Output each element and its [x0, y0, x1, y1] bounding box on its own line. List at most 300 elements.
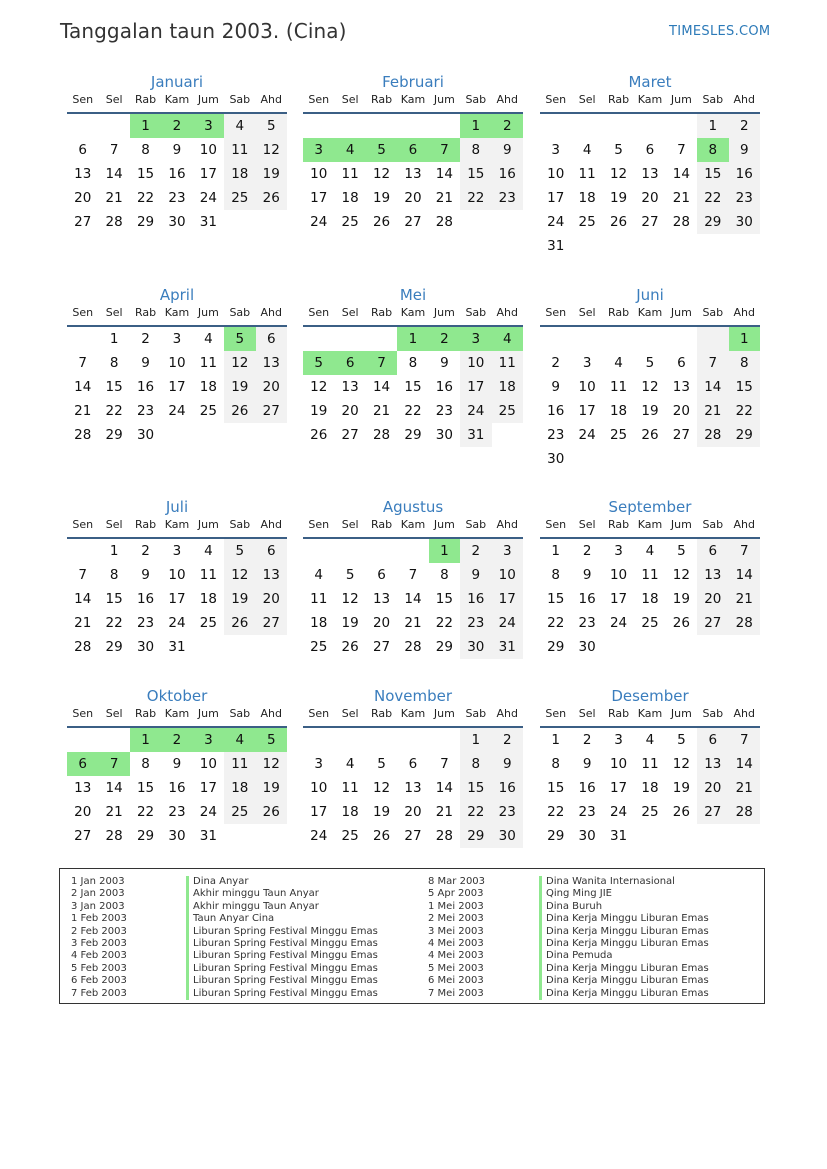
- weekday-label: Ahd: [496, 707, 518, 720]
- day-cell: 17: [492, 587, 523, 611]
- holiday-date: 1 Feb 2003: [71, 913, 127, 925]
- day-cell: 30: [435, 427, 453, 443]
- day-cell: 18: [224, 776, 255, 800]
- month-september: [540, 495, 760, 659]
- brand-link[interactable]: TIMESLES.COM: [669, 24, 771, 39]
- day-cell: 6: [697, 728, 728, 752]
- holiday-name: Liburan Spring Festival Minggu Emas: [193, 925, 378, 937]
- day-cell: 21: [372, 403, 391, 419]
- day-cell: 1: [729, 327, 760, 351]
- day-cell: 17: [609, 591, 628, 607]
- day-cell: 16: [136, 379, 155, 395]
- holiday-date: 3 Feb 2003: [71, 937, 127, 949]
- day-cell: 23: [168, 190, 186, 206]
- weekday-label: Rab: [607, 306, 630, 319]
- day-cell: 10: [547, 166, 565, 182]
- weekday-label: Jum: [433, 518, 455, 531]
- day-cell: 2: [582, 543, 592, 559]
- day-cell: 14: [404, 591, 422, 607]
- day-cell: 10: [168, 355, 186, 371]
- empty-cell: [161, 423, 192, 447]
- day-grid: [303, 539, 523, 659]
- day-cell: 15: [105, 591, 123, 607]
- day-cell: 3: [614, 732, 623, 748]
- day-cell: 21: [435, 804, 453, 820]
- empty-cell: [397, 114, 428, 138]
- day-cell: 1: [397, 327, 428, 351]
- day-cell: 21: [404, 615, 422, 631]
- day-cell: 26: [256, 186, 287, 210]
- weekday-label: Sel: [341, 707, 359, 720]
- day-grid: [67, 728, 287, 848]
- weekday-label: Sab: [465, 306, 487, 319]
- day-cell: 24: [168, 615, 186, 631]
- day-cell: 27: [404, 828, 422, 844]
- weekday-label: Sel: [105, 707, 123, 720]
- weekday-label: Ahd: [260, 306, 282, 319]
- weekday-label: Kam: [164, 306, 190, 319]
- day-cell: 26: [256, 800, 287, 824]
- holiday-row: [71, 926, 411, 938]
- day-cell: 31: [199, 214, 217, 230]
- empty-cell: [334, 728, 365, 752]
- day-cell: 14: [105, 780, 123, 796]
- day-cell: 15: [404, 379, 422, 395]
- day-cell: 4: [204, 543, 213, 559]
- holiday-marker: [186, 938, 189, 950]
- day-cell: 19: [341, 615, 359, 631]
- day-cell: 25: [224, 186, 255, 210]
- day-cell: 26: [609, 214, 628, 230]
- holiday-marker: [186, 950, 189, 962]
- day-cell: 22: [460, 186, 491, 210]
- day-cell: 21: [697, 399, 728, 423]
- weekday-label: Sen: [545, 518, 567, 531]
- day-cell: 28: [372, 427, 391, 443]
- day-cell: 29: [547, 828, 565, 844]
- weekday-label: Sen: [72, 306, 94, 319]
- day-cell: 27: [256, 399, 287, 423]
- weekday-label: Sab: [702, 93, 724, 106]
- day-cell: 29: [547, 639, 565, 655]
- holiday-name: Dina Pemuda: [546, 950, 613, 962]
- day-cell: 8: [109, 567, 119, 583]
- day-cell: 19: [672, 780, 690, 796]
- empty-cell: [334, 114, 365, 138]
- holiday-name: Liburan Spring Festival Minggu Emas: [193, 937, 378, 949]
- day-cell: 17: [460, 375, 491, 399]
- day-cell: 8: [551, 756, 560, 772]
- day-cell: 7: [366, 351, 397, 375]
- day-cell: 8: [460, 752, 491, 776]
- weekday-label: Sab: [702, 707, 724, 720]
- weekday-label: Sel: [341, 306, 359, 319]
- day-grid: [67, 327, 287, 447]
- day-cell: 24: [609, 615, 628, 631]
- empty-cell: [603, 447, 634, 471]
- day-cell: 28: [435, 214, 453, 230]
- day-cell: 20: [256, 587, 287, 611]
- day-cell: 18: [224, 162, 255, 186]
- day-cell: 21: [435, 190, 453, 206]
- weekday-label: Jum: [670, 518, 692, 531]
- empty-cell: [603, 327, 634, 351]
- day-cell: 18: [492, 375, 523, 399]
- holiday-row: [428, 913, 758, 925]
- day-cell: 22: [435, 615, 453, 631]
- day-cell: 26: [672, 615, 690, 631]
- month-title: Mei: [399, 286, 427, 304]
- holiday-date: 5 Feb 2003: [71, 962, 127, 974]
- day-cell: 2: [460, 539, 491, 563]
- day-cell: 8: [460, 138, 491, 162]
- day-cell: 26: [224, 611, 255, 635]
- day-cell: 9: [582, 567, 592, 583]
- holiday-date: 7 Mei 2003: [428, 987, 484, 999]
- day-cell: 16: [460, 587, 491, 611]
- day-cell: 8: [109, 355, 119, 371]
- holiday-row: [71, 876, 411, 888]
- day-cell: 22: [547, 615, 565, 631]
- weekday-header: [540, 94, 760, 108]
- day-cell: 2: [429, 327, 460, 351]
- day-cell: 18: [609, 403, 628, 419]
- day-cell: 12: [224, 351, 255, 375]
- empty-cell: [397, 539, 428, 563]
- weekday-label: Sen: [308, 306, 330, 319]
- day-cell: 25: [341, 828, 359, 844]
- holiday-marker: [186, 913, 189, 925]
- day-cell: 4: [614, 355, 623, 371]
- empty-cell: [729, 635, 760, 659]
- empty-cell: [571, 447, 602, 471]
- weekday-label: Sen: [545, 707, 567, 720]
- day-cell: 23: [136, 403, 155, 419]
- month-mei: [303, 283, 523, 447]
- day-cell: 27: [641, 214, 659, 230]
- day-cell: 6: [334, 351, 365, 375]
- day-cell: 23: [460, 611, 491, 635]
- holiday-date: 6 Mei 2003: [428, 975, 484, 987]
- weekday-label: Rab: [134, 707, 157, 720]
- day-cell: 23: [547, 427, 565, 443]
- day-cell: 16: [578, 780, 596, 796]
- day-cell: 15: [547, 591, 565, 607]
- day-cell: 7: [408, 567, 418, 583]
- holiday-name: Dina Kerja Minggu Liburan Emas: [546, 962, 709, 974]
- day-cell: 15: [435, 591, 453, 607]
- day-cell: 15: [547, 780, 565, 796]
- day-cell: 13: [672, 379, 690, 395]
- day-cell: 11: [310, 591, 328, 607]
- day-cell: 8: [440, 567, 449, 583]
- day-cell: 6: [677, 355, 686, 371]
- day-cell: 28: [105, 214, 123, 230]
- day-cell: 2: [161, 114, 192, 138]
- day-cell: 4: [345, 756, 355, 772]
- weekday-label: Rab: [370, 93, 393, 106]
- holiday-legend: [59, 868, 765, 1004]
- holiday-name: Dina Kerja Minggu Liburan Emas: [546, 937, 709, 949]
- empty-cell: [366, 728, 397, 752]
- day-cell: 20: [372, 615, 391, 631]
- day-cell: 13: [74, 780, 92, 796]
- day-cell: 25: [199, 615, 217, 631]
- empty-cell: [634, 824, 665, 848]
- day-cell: 21: [729, 587, 760, 611]
- weekday-label: Kam: [164, 707, 190, 720]
- day-cell: 25: [492, 399, 523, 423]
- day-cell: 28: [435, 828, 453, 844]
- weekday-label: Rab: [370, 306, 393, 319]
- empty-cell: [193, 423, 224, 447]
- empty-cell: [634, 234, 665, 258]
- empty-cell: [303, 539, 334, 563]
- weekday-label: Jum: [197, 518, 219, 531]
- day-cell: 9: [440, 355, 449, 371]
- day-cell: 5: [303, 351, 334, 375]
- day-cell: 3: [492, 539, 523, 563]
- day-cell: 11: [341, 166, 359, 182]
- day-cell: 6: [78, 142, 87, 158]
- holiday-date: 4 Mei 2003: [428, 950, 484, 962]
- day-cell: 20: [404, 804, 422, 820]
- holiday-marker: [186, 988, 189, 1000]
- empty-cell: [366, 327, 397, 351]
- day-cell: 6: [256, 327, 287, 351]
- weekday-label: Sab: [229, 518, 251, 531]
- day-cell: 26: [341, 639, 359, 655]
- day-cell: 23: [578, 804, 596, 820]
- weekday-label: Kam: [637, 518, 663, 531]
- day-cell: 9: [582, 756, 592, 772]
- day-cell: 28: [729, 611, 760, 635]
- day-cell: 9: [729, 138, 760, 162]
- month-title: Februari: [382, 73, 444, 91]
- day-cell: 19: [672, 591, 690, 607]
- day-cell: 1: [697, 114, 728, 138]
- day-cell: 28: [404, 639, 422, 655]
- day-cell: 7: [78, 567, 87, 583]
- day-cell: 16: [729, 162, 760, 186]
- weekday-label: Sel: [105, 93, 123, 106]
- holiday-name: Liburan Spring Festival Minggu Emas: [193, 987, 378, 999]
- day-cell: 12: [372, 780, 391, 796]
- empty-cell: [460, 210, 491, 234]
- empty-cell: [256, 824, 287, 848]
- day-cell: 13: [74, 166, 92, 182]
- day-cell: 18: [341, 804, 359, 820]
- day-cell: 2: [141, 543, 150, 559]
- day-cell: 10: [492, 563, 523, 587]
- day-cell: 30: [168, 214, 186, 230]
- day-cell: 20: [256, 375, 287, 399]
- day-cell: 19: [310, 403, 328, 419]
- empty-cell: [603, 234, 634, 258]
- weekday-label: Jum: [197, 707, 219, 720]
- day-cell: 9: [172, 142, 182, 158]
- holiday-date: 4 Mei 2003: [428, 937, 484, 949]
- day-grid: [67, 539, 287, 659]
- day-cell: 21: [105, 190, 123, 206]
- day-cell: 14: [729, 563, 760, 587]
- day-cell: 5: [366, 138, 397, 162]
- day-cell: 21: [672, 190, 690, 206]
- empty-cell: [666, 234, 697, 258]
- day-cell: 16: [168, 166, 186, 182]
- weekday-header: [67, 708, 287, 722]
- holiday-marker: [186, 926, 189, 938]
- day-cell: 17: [199, 780, 217, 796]
- day-cell: 19: [372, 804, 391, 820]
- holiday-marker: [539, 901, 542, 913]
- day-cell: 25: [310, 639, 328, 655]
- day-cell: 29: [729, 423, 760, 447]
- holiday-marker: [539, 988, 542, 1000]
- day-cell: 15: [460, 776, 491, 800]
- empty-cell: [697, 635, 728, 659]
- day-cell: 21: [729, 776, 760, 800]
- day-cell: 29: [105, 639, 123, 655]
- day-cell: 8: [551, 567, 560, 583]
- day-cell: 7: [98, 752, 129, 776]
- day-cell: 10: [578, 379, 596, 395]
- day-cell: 27: [697, 611, 728, 635]
- day-cell: 10: [199, 142, 217, 158]
- holiday-date: 4 Feb 2003: [71, 950, 127, 962]
- weekday-label: Sel: [105, 518, 123, 531]
- holiday-row: [71, 950, 411, 962]
- holiday-marker: [539, 963, 542, 975]
- day-cell: 22: [136, 804, 155, 820]
- day-cell: 7: [109, 142, 119, 158]
- weekday-label: Sen: [72, 707, 94, 720]
- day-cell: 17: [547, 190, 565, 206]
- holiday-marker: [539, 950, 542, 962]
- day-cell: 11: [199, 567, 217, 583]
- weekday-label: Jum: [433, 93, 455, 106]
- weekday-label: Kam: [164, 93, 190, 106]
- day-cell: 25: [578, 214, 596, 230]
- empty-cell: [67, 539, 98, 563]
- weekday-label: Jum: [433, 306, 455, 319]
- empty-cell: [366, 114, 397, 138]
- empty-cell: [697, 824, 728, 848]
- holiday-row: [428, 901, 758, 913]
- day-cell: 2: [141, 331, 150, 347]
- weekday-header: [540, 307, 760, 321]
- day-cell: 27: [372, 639, 391, 655]
- day-cell: 25: [199, 403, 217, 419]
- day-cell: 17: [310, 190, 328, 206]
- day-cell: 11: [641, 756, 659, 772]
- day-cell: 14: [697, 375, 728, 399]
- day-cell: 25: [609, 427, 628, 443]
- day-cell: 11: [641, 567, 659, 583]
- day-cell: 28: [74, 639, 92, 655]
- day-cell: 22: [105, 403, 123, 419]
- day-cell: 24: [199, 804, 217, 820]
- weekday-label: Sel: [578, 518, 596, 531]
- holiday-name: Dina Kerja Minggu Liburan Emas: [546, 987, 709, 999]
- empty-cell: [303, 728, 334, 752]
- day-cell: 6: [256, 539, 287, 563]
- holiday-name: Dina Kerja Minggu Liburan Emas: [546, 925, 709, 937]
- day-cell: 31: [609, 828, 628, 844]
- holiday-marker: [539, 913, 542, 925]
- day-cell: 5: [224, 539, 255, 563]
- day-cell: 31: [547, 238, 565, 254]
- weekday-label: Sen: [72, 518, 94, 531]
- page-title: Tanggalan taun 2003. (Cina): [60, 19, 347, 43]
- day-cell: 10: [609, 756, 628, 772]
- empty-cell: [729, 234, 760, 258]
- day-cell: 3: [582, 355, 592, 371]
- day-cell: 22: [697, 186, 728, 210]
- day-cell: 24: [199, 190, 217, 206]
- day-cell: 11: [224, 138, 255, 162]
- holiday-name: Akhir minggu Taun Anyar: [193, 888, 319, 900]
- day-cell: 13: [697, 563, 728, 587]
- weekday-header: [67, 94, 287, 108]
- day-cell: 7: [697, 351, 728, 375]
- weekday-label: Rab: [134, 93, 157, 106]
- day-cell: 6: [67, 752, 98, 776]
- day-cell: 10: [310, 780, 328, 796]
- day-cell: 12: [341, 591, 359, 607]
- holiday-date: 1 Mei 2003: [428, 900, 484, 912]
- day-cell: 23: [578, 615, 596, 631]
- day-cell: 21: [105, 804, 123, 820]
- day-cell: 21: [74, 403, 92, 419]
- day-cell: 9: [492, 138, 523, 162]
- day-cell: 8: [141, 142, 150, 158]
- day-cell: 5: [256, 728, 287, 752]
- day-cell: 15: [460, 162, 491, 186]
- day-cell: 24: [168, 403, 186, 419]
- weekday-label: Ahd: [260, 93, 282, 106]
- weekday-label: Sab: [229, 306, 251, 319]
- day-cell: 16: [435, 379, 453, 395]
- day-cell: 18: [578, 190, 596, 206]
- empty-cell: [67, 114, 98, 138]
- holiday-date: 7 Feb 2003: [71, 987, 127, 999]
- weekday-header: [303, 519, 523, 533]
- day-cell: 23: [435, 403, 453, 419]
- month-januari: [67, 70, 287, 234]
- day-cell: 20: [641, 190, 659, 206]
- weekday-header: [303, 94, 523, 108]
- day-cell: 19: [224, 587, 255, 611]
- day-cell: 9: [492, 752, 523, 776]
- day-cell: 31: [460, 423, 491, 447]
- day-cell: 16: [492, 162, 523, 186]
- day-cell: 31: [199, 828, 217, 844]
- day-cell: 7: [429, 138, 460, 162]
- day-cell: 5: [224, 327, 255, 351]
- weekday-label: Kam: [637, 306, 663, 319]
- holiday-column-right: [428, 876, 758, 1000]
- empty-cell: [666, 824, 697, 848]
- empty-cell: [603, 635, 634, 659]
- month-title: Agustus: [382, 498, 444, 516]
- day-cell: 27: [672, 427, 690, 443]
- day-cell: 1: [429, 539, 460, 563]
- month-title: Oktober: [146, 687, 208, 705]
- day-cell: 19: [224, 375, 255, 399]
- empty-cell: [397, 728, 428, 752]
- day-cell: 26: [672, 804, 690, 820]
